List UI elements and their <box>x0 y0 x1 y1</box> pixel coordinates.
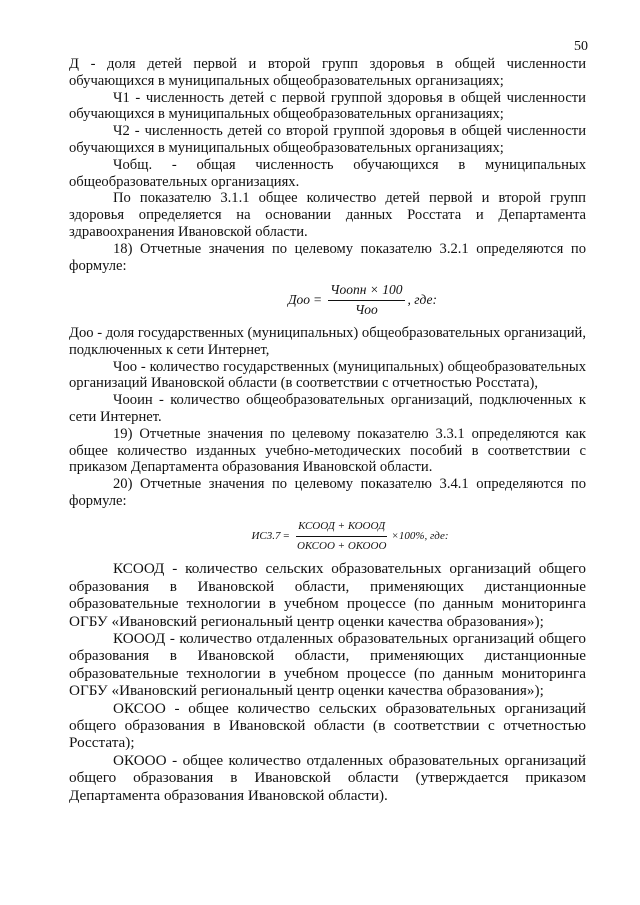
formula-is37-fraction <box>295 518 388 555</box>
page-number: 50 <box>574 39 588 54</box>
paragraph-doo-definition: Доо - доля государственных (муниципальных) общеобразовательных организаций, подключенных к сети Интернет, <box>69 324 586 358</box>
paragraph-ch1-definition: Ч1 - численность детей с первой группой здоровья в общей численности обучающихся в муниципальных общеобразовательных организациях; <box>69 89 586 123</box>
paragraph-ksood-definition: КСООД - количество сельских образовательных организаций общего образования в Ивановской области, применяющих дистанционные образовательные технологии в учебном процессе (по данным мониторинга ОГБУ «Ивановский региональный центр оценки качества образования»); <box>69 560 586 630</box>
formula-is37-suffix: ×100%, где: <box>391 529 449 542</box>
formula-doo-equals: = <box>313 292 323 308</box>
paragraph-okooo-definition: ОКООО - общее количество отдаленных образовательных организаций общего образования в Ивановской области (утверждается приказом Департамента образования Ивановской области). <box>69 751 586 804</box>
paragraph-item-18: 18) Отчетные значения по целевому показателю 3.2.1 определяются по формуле: <box>69 240 586 274</box>
formula-is37-lhs: ИС3.7 <box>251 529 281 542</box>
paragraph-choo-definition: Чоо - количество государственных (муниципальных) общеобразовательных организаций Ивановской области (в соответствии с отчетностью Росстата), <box>69 358 586 392</box>
paragraph-chooin-definition: Чооин - количество общеобразовательных организаций, подключенных к сети Интернет. <box>69 392 586 425</box>
formula-doo-fraction <box>328 282 404 319</box>
formula-is37 <box>69 518 586 555</box>
formula-doo <box>69 282 586 319</box>
paragraph-indicator-3-1-1: По показателю 3.1.1 общее количество детей первой и второй групп здоровья определяется на основании данных Росстата и Департамента здравоохранения Ивановской области. <box>69 190 586 240</box>
formula-is37-numerator: КСООД + КОООД <box>296 518 387 537</box>
formula-is37-equals: = <box>282 529 290 542</box>
formula-doo-suffix: , где: <box>407 292 438 308</box>
formula-doo-denominator: Чоо <box>354 302 378 318</box>
paragraph-oksoo-definition: ОКСОО - общее количество сельских образовательных организаций общего образования в Ивановской области (в соответствии с отчетностью Росстата); <box>69 699 586 752</box>
document-body <box>69 56 586 804</box>
paragraph-item-20: 20) Отчетные значения по целевому показателю 3.4.1 определяются по формуле: <box>69 476 586 509</box>
paragraph-chobsch-definition: Чобщ. - общая численность обучающихся в муниципальных общеобразовательных организациях. <box>69 156 586 190</box>
paragraph-koood-definition: КОООД - количество отдаленных образовательных организаций общего образования в Ивановской области, применяющих дистанционные образовательные технологии в учебном процессе (по данным мониторинга ОГБУ «Ивановский региональный центр оценки качества образования»); <box>69 629 586 700</box>
paragraph-ch2-definition: Ч2 - численность детей со второй группой здоровья в общей численности обучающихся в муниципальных общеобразовательных организациях; <box>69 123 586 156</box>
paragraph-d-definition: Д - доля детей первой и второй групп здоровья в общей численности обучающихся в муниципальных общеобразовательных организациях; <box>69 56 586 89</box>
paragraph-item-19: 19) Отчетные значения по целевому показателю 3.3.1 определяются как общее количество изданных учебно-методических пособий в соответствии с приказом Департамента образования Ивановской области. <box>69 425 586 476</box>
formula-doo-lhs: Доо <box>287 292 311 308</box>
formula-doo-numerator: Чоопн × 100 <box>328 282 404 301</box>
formula-is37-denominator: ОКСОО + ОКООО <box>296 539 387 552</box>
